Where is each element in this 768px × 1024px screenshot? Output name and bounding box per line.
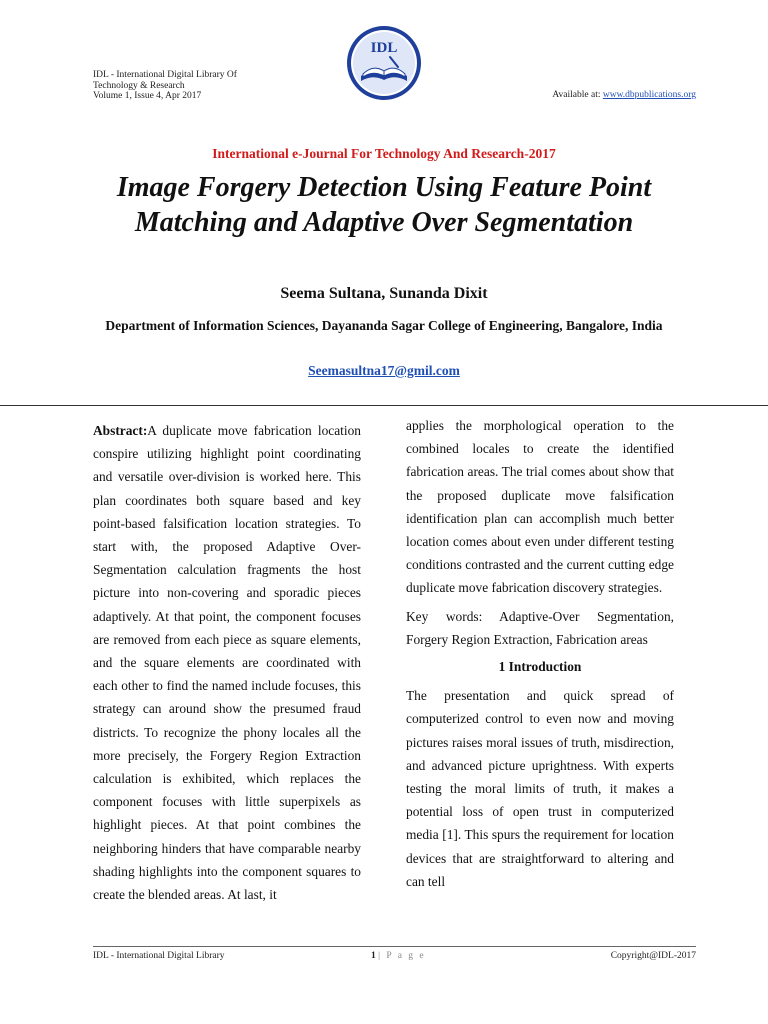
email-link[interactable]: Seemasultna17@gmil.com (308, 363, 460, 378)
page-word: | P a g e (378, 951, 426, 961)
abstract-continuation: applies the morphological operation to the combined locales to create the identified fabrication areas. The trial comes about show that the proposed duplicate move falsification identification plan can accomplish much better location comes about even under different testing conditions contrasted and the current cutting edge duplicate move fabrication discovery strategies. (406, 418, 674, 596)
affiliation: Department of Information Sciences, Dayananda Sagar College of Engineering, Bangalore, India (105, 318, 663, 333)
keywords: Key words: Adaptive-Over Segmentation, Forgery Region Extraction, Fabrication areas (406, 608, 674, 647)
idl-logo (345, 24, 423, 102)
header-availability (552, 90, 696, 100)
footer-page (371, 951, 426, 961)
abstract-label: Abstract: (93, 423, 148, 438)
journal-name: International e-Journal For Technology And Research-2017 (212, 146, 556, 161)
header-line-1: IDL - International Digital Library Of (93, 70, 237, 80)
available-prefix: Available at: (552, 90, 603, 100)
footer-divider (93, 946, 696, 947)
footer-copyright: Copyright@IDL-2017 (610, 951, 696, 961)
header-line-3: Volume 1, Issue 4, Apr 2017 (93, 91, 202, 101)
footer-left: IDL - International Digital Library (93, 951, 225, 961)
abstract-paragraph (93, 419, 361, 906)
authors: Seema Sultana, Sunanda Dixit (280, 285, 488, 302)
header-divider (0, 405, 768, 406)
author-email (0, 363, 768, 379)
column-right (406, 414, 674, 893)
publisher-link[interactable]: www.dbpublications.org (602, 90, 696, 100)
page-number: 1 (371, 951, 376, 961)
introduction-text: The presentation and quick spread of computerized control to even now and moving pictures raises moral issues of truth, misdirection, and advanced picture uprightness. With experts testing the moral limits of truth, it makes a potential loss of open trust in computerized media [1]. This spurs the requirement for location devices that are straightforward to altering and can tell (406, 688, 674, 889)
header-line-2: Technology & Research (93, 80, 185, 91)
paper-title: Image Forgery Detection Using Feature Point Matching and Adaptive Over Segmentation (116, 172, 652, 238)
section-heading: 1 Introduction (498, 659, 582, 675)
logo-text: IDL (370, 40, 398, 56)
abstract-text: A duplicate move fabrication location conspire utilizing highlight point coordinating and versatile over-division is worked here. This plan coordinates both square based and key point-based falsification location strategies. To start with, the proposed Adaptive Over-Segmentation calculation fragments the host picture into non-covering and sporadic pieces adaptively. At that point, the component focuses are removed from each piece as square elements, and the square elements are coordinated with each other to find the named include focuses, this strategy can around show the presumed fraud districts. To recognize the phony locales all the more precisely, the Forgery Region Extraction calculation is exhibited, which replaces the component focuses with little superpixels as highlight pieces. At that point combines the neighboring hinders that have comparable nearby shading highlights into the component squares to create the blended areas. At last, it (93, 423, 361, 903)
header-journal-info (93, 70, 237, 102)
column-left (93, 419, 361, 906)
